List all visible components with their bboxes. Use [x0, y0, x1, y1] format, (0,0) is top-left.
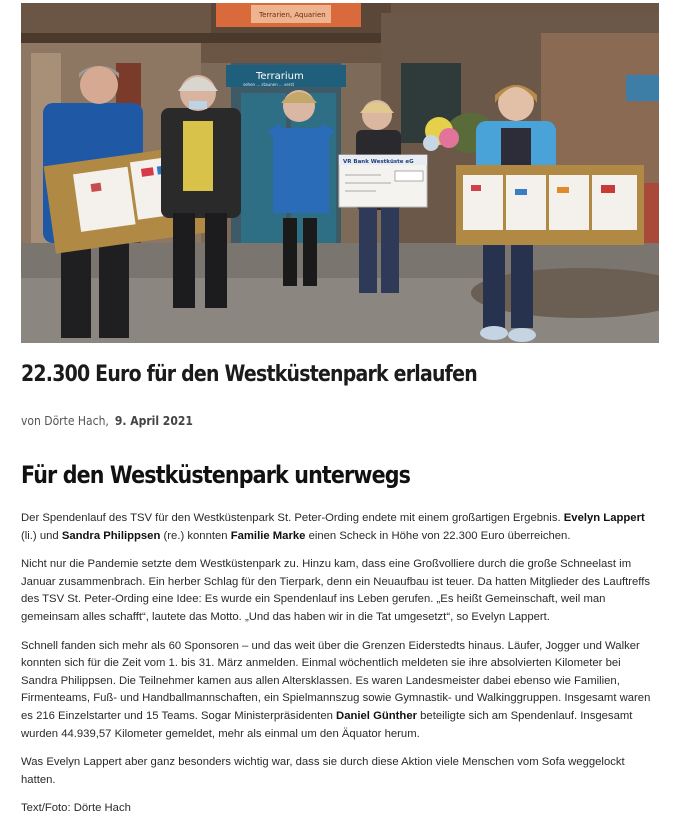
text-run: einen Scheck in Höhe von 22.300 Euro überreichen. [305, 529, 571, 542]
photo-credit: Text/Foto: Dörte Hach [21, 802, 131, 815]
text-run: (li.) und [21, 529, 62, 542]
byline [21, 414, 193, 428]
check-bank-text: VR Bank Westküste eG [343, 159, 414, 165]
text-run: beteiligte sich am Spendenlauf. Insgesamt wurden 44.939,57 Kilometer gemeldet, mehr als einmal um den Äquator herum. [21, 709, 633, 740]
article-title: 22.300 Euro für den Westküstenpark erlaufen [21, 362, 477, 387]
top-sign-text: Terrarien, Aquarien [259, 11, 326, 19]
text-run: Schnell fanden sich mehr als 60 Sponsoren – und das weit über die Grenzen Eiderstedts hinaus. Läufer, Jogger und Walker konnten sich für die Zeit vom 1. bis 31. März anmelden. Einmal wöchentlich meldeten sie ihre absolvierten Kilometer bei Sandra Philippsen. Die Teilnehmer kamen aus allen Altersklassen. Es waren Landesmeister dabei ebenso wie Familien, Firmenteams, Fuß- und Handballmannschaften, ein Spielmannszug sowie Gymnastik- und Walkinggruppen. Insgesamt waren es 216 Einzelstarter und 15 Teams. Sogar Ministerpräsidenten [21, 639, 651, 722]
byline-author: von Dörte Hach, [21, 414, 109, 428]
person-name: Daniel Günther [336, 709, 418, 722]
paragraph-1 [21, 510, 659, 545]
paragraph-4 [21, 754, 659, 789]
section-heading: Für den Westküstenpark unterwegs [21, 461, 411, 489]
terrarium-sign-text: Terrarium [256, 71, 304, 82]
terrarium-sign-subtext: sehen ... staunen ... verst [243, 82, 295, 87]
publish-date: 9. April 2021 [114, 414, 193, 428]
paragraph-3 [21, 638, 659, 744]
text-run: (re.) konnten [160, 529, 231, 542]
text-run: Was Evelyn Lappert aber ganz besonders wichtig war, dass sie durch diese Aktion viele Menschen vom Sofa weggelockt hatten. [21, 756, 625, 786]
article-body [21, 510, 659, 829]
text-run: Der Spendenlauf des TSV für den Westküstenpark St. Peter-Ording endete mit einem großartigen Ergebnis. [21, 512, 564, 524]
person-name: Familie Marke [230, 529, 306, 542]
person-name: Evelyn Lappert [563, 512, 645, 524]
article-photo [21, 3, 659, 343]
text-run: Nicht nur die Pandemie setzte dem Westküstenpark zu. Hinzu kam, dass eine Großvolliere durch die große Schneelast im Januar zusammenbrach. Ein herber Schlag für den Tierpark, denn ein Neuaufbau ist teuer. Da hatten Mitglieder des Lauftreffs des TSV St. Peter-Ording eine Idee: Es wurde ein Spendenlauf ins Leben gerufen. „Es heißt Gemeinschaft, weil man gemeinsam alles schafft“, lautete das Motto. „Und das haben wir in die Tat umgesetzt“, so Evelyn Lappert. [21, 558, 651, 623]
paragraph-2 [21, 556, 659, 626]
person-name: Sandra Philippsen [61, 529, 161, 542]
